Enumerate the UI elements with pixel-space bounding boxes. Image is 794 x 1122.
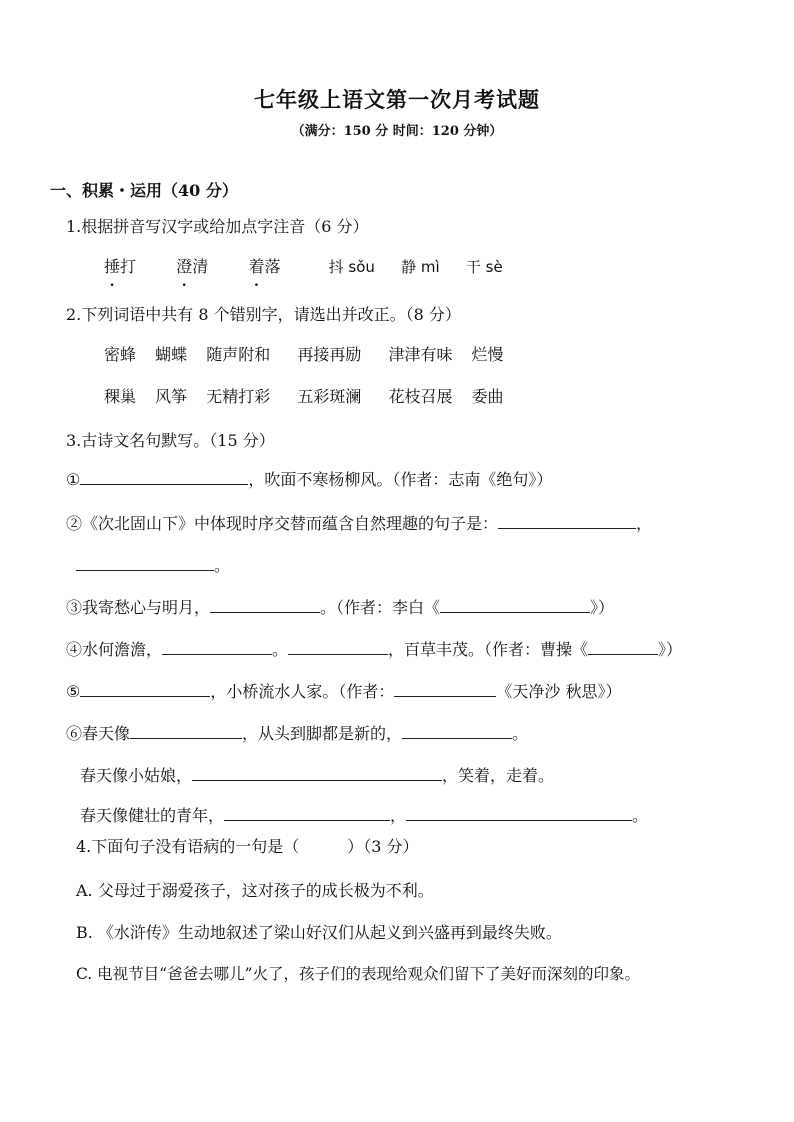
word-item: 再接再励 [297, 345, 362, 364]
poem-line-3: ③我寄愁心与明月， 。（作者：李白《 》） [66, 598, 615, 617]
answer-blank[interactable] [162, 639, 272, 655]
word-item: 委曲 [471, 387, 504, 406]
answer-blank[interactable] [440, 597, 590, 613]
word-item: 密蜂 [104, 345, 137, 364]
dotted-word-1: 捶打 [104, 257, 137, 276]
section-heading: 一、积累・运用（40 分） [50, 181, 238, 200]
answer-blank[interactable] [210, 597, 320, 613]
word-item: 风筝 [155, 387, 188, 406]
answer-blank[interactable] [406, 805, 632, 821]
question-1-prompt: 1.根据拼音写汉字或给加点字注音（6 分） [66, 217, 369, 236]
answer-blank[interactable] [76, 555, 214, 571]
exam-title: 七年级上语文第一次月考试题 [254, 87, 540, 112]
word-row-1 [104, 342, 518, 365]
question-3-prompt: 3.古诗文名句默写。（15 分） [66, 431, 275, 450]
word-item: 花枝召展 [388, 387, 453, 406]
answer-blank[interactable] [394, 681, 496, 697]
question-4-prompt: 4.下面句子没有语病的一句是（ ）（3 分） [76, 837, 419, 856]
answer-blank[interactable] [130, 723, 242, 739]
answer-blank[interactable] [588, 639, 658, 655]
answer-blank[interactable] [224, 805, 390, 821]
poem-line-2b: 。 [76, 553, 230, 576]
answer-blank[interactable] [498, 513, 636, 529]
word-item: 无精打彩 [206, 387, 271, 406]
pinyin-item-2: 静 mì [401, 258, 440, 276]
option-b[interactable]: B. 《水浒传》生动地叙述了梁山好汉们从起义到兴盛再到最终失败。 [76, 923, 562, 942]
dotted-word-2: 澄清 [176, 257, 209, 276]
answer-blank[interactable] [192, 765, 442, 781]
answer-blank[interactable] [80, 469, 248, 485]
dotted-word-3: 着落 [248, 257, 281, 276]
word-item: 蝴蝶 [155, 345, 188, 364]
word-item: 随声附和 [206, 345, 271, 364]
answer-blank[interactable] [80, 681, 210, 697]
answer-blank[interactable] [288, 639, 388, 655]
pinyin-item-3: 干 sè [465, 258, 503, 276]
poem-line-4: ④水何澹澹， 。 ，百草丰茂。（作者：曹操《 》） [66, 640, 683, 659]
word-row-2 [104, 384, 518, 407]
question-2-prompt: 2.下列词语中共有 8 个错别字，请选出并改正。（8 分） [66, 305, 461, 324]
poem-line-7: 春天像小姑娘， ，笑着，走着。 [80, 766, 555, 785]
answer-blank[interactable] [402, 723, 512, 739]
poem-line-2: ②《次北固山下》中体现时序交替而蕴含自然理趣的句子是： ， [66, 514, 653, 533]
exam-subtitle: （满分：150 分 时间：120 分钟） [291, 124, 503, 139]
word-item: 五彩斑澜 [297, 387, 362, 406]
pinyin-item-1: 抖 sǒu [328, 258, 375, 276]
word-item: 津津有味 [388, 345, 453, 364]
word-item: 稞巢 [104, 387, 137, 406]
poem-line-6: ⑥春天像 ，从头到脚都是新的， 。 [66, 724, 529, 743]
option-a[interactable]: A. 父母过于溺爱孩子，这对孩子的成长极为不利。 [76, 881, 434, 900]
poem-line-8: 春天像健壮的青年， ， 。 [80, 806, 649, 825]
question-1-items [104, 254, 503, 277]
option-c[interactable]: C. 电视节目“爸爸去哪儿”火了，孩子们的表现给观众们留下了美好而深刻的印象。 [76, 965, 641, 983]
poem-line-5: ⑤ ，小桥流水人家。（作者： 《天净沙 秋思》） [66, 682, 622, 701]
word-item: 烂慢 [471, 345, 504, 364]
poem-line-1: ① ，吹面不寒杨柳风。（作者：志南《绝句》） [66, 470, 553, 489]
